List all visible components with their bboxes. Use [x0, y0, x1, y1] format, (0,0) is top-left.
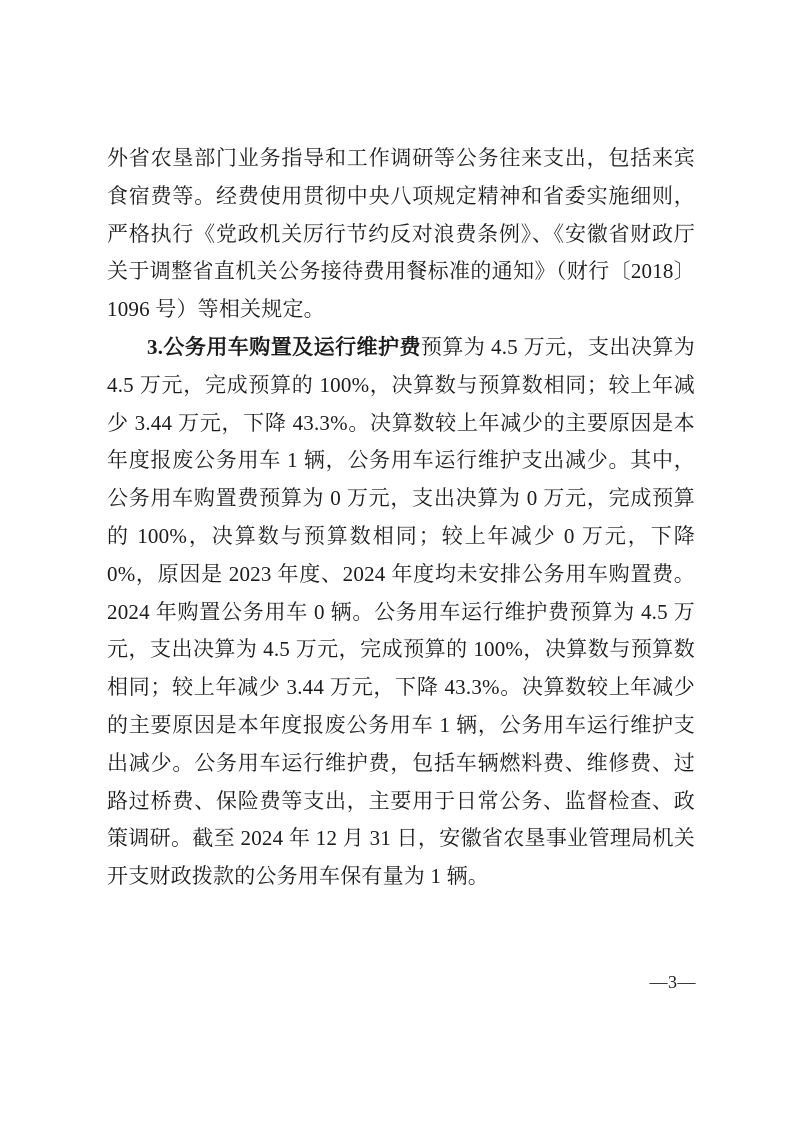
paragraph-vehicle-expense-text: 预算为 4.5 万元，支出决算为 4.5 万元，完成预算的 100%，决算数与预算数相同；较上年减少 3.44 万元，下降 43.3%。决算数较上年减少的主要原因是本年度报废公务用车 1 辆，公务用车运行维护支出减少。其中，公务用车购置费预算为 0 万元，支出决算为 0 万元，完成预算的 100%，决算数与预算数相同；较上年减少 0 万元，下降 0%，原因是 2023 年度、2024 年度均未安排公务用车购置费。2024 年购置公务用车 0 辆。公务用车运行维护费预算为 4.5 万元，支出决算为 4.5 万元，完成预算的 100%，决算数与预算数相同；较上年减少 3.44 万元，下降 43.3%。决算数较上年减少的主要原因是本年度报废公务用车 1 辆，公务用车运行维护支出减少。公务用车运行维护费，包括车辆燃料费、维修费、过路过桥费、保险费等支出，主要用于日常公务、监督检查、政策调研。截至 2024 年 12 月 31 日，安徽省农垦事业管理局机关开支财政拨款的公务用车保有量为 1 辆。	[107, 334, 695, 889]
paragraph-vehicle-expense	[107, 329, 695, 896]
paragraph-reception-expense	[107, 140, 695, 329]
page-number: —3—	[649, 972, 696, 992]
paragraph-vehicle-expense-heading: 3.公务用车购置及运行维护费	[147, 334, 421, 359]
document-body	[107, 140, 695, 896]
paragraph-reception-expense-text: 外省农垦部门业务指导和工作调研等公务往来支出，包括来宾食宿费等。经费使用贯彻中央八项规定精神和省委实施细则，严格执行《党政机关厉行节约反对浪费条例》、《安徽省财政厅关于调整省直机关公务接待费用餐标准的通知》（财行〔2018〕1096 号）等相关规定。	[107, 146, 695, 322]
